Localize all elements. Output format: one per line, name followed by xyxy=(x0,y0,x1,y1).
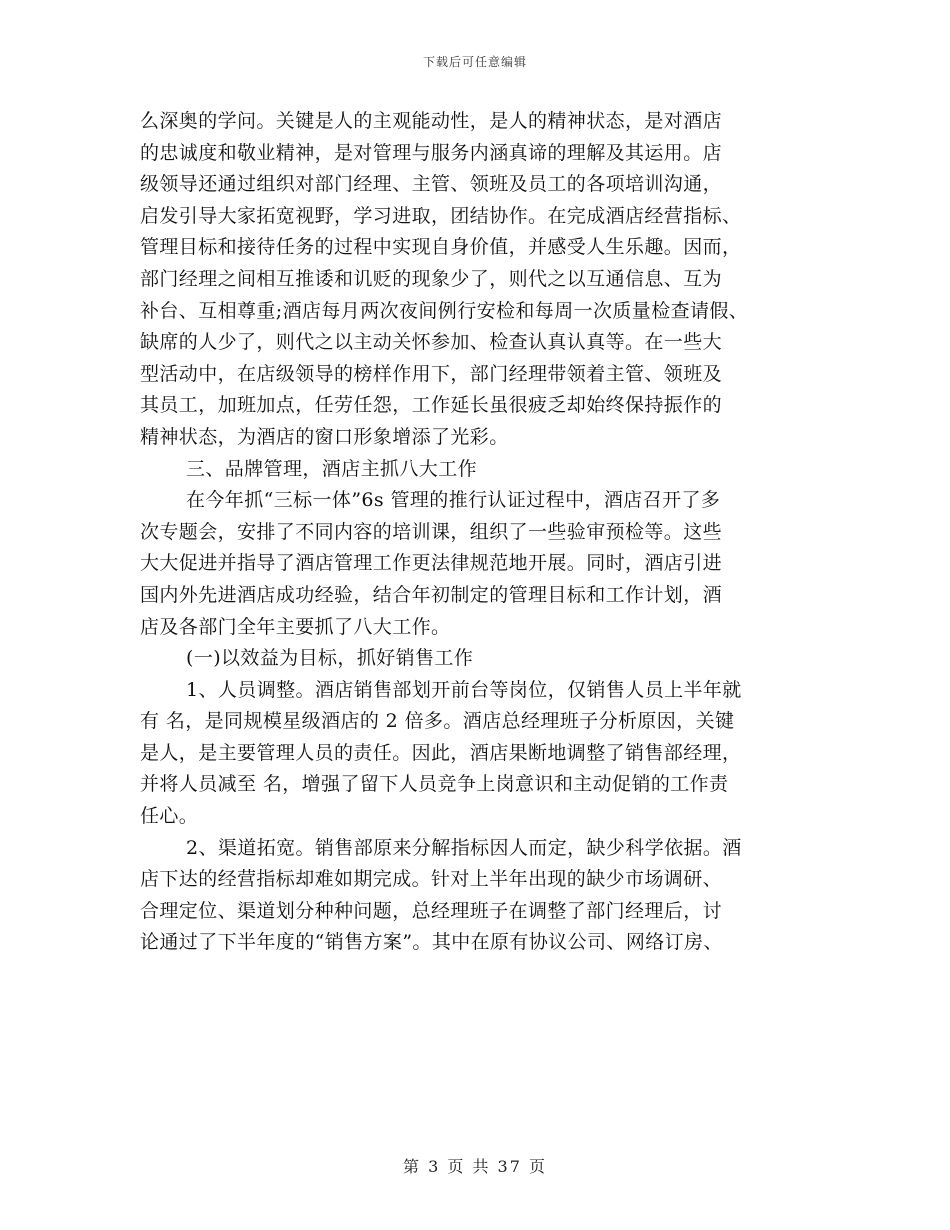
text-line: 精神状态，为酒店的窗口形象增添了光彩。 xyxy=(140,425,509,448)
text-line: 缺席的人少了，则代之以主动关怀参加、检查认真认真等。在一些大 xyxy=(140,331,723,354)
text-line: 国内外先进酒店成功经验，结合年初制定的管理目标和工作计划，酒 xyxy=(140,583,723,606)
text-line: 是人，是主要管理人员的责任。因此，酒店果断地调整了销售部经理， xyxy=(140,741,742,764)
text-line: 管理目标和接待任务的过程中实现自身价值，并感受人生乐趣。因而， xyxy=(140,236,742,259)
subsection-heading: (一)以效益为目标，抓好销售工作 xyxy=(186,647,474,670)
text-line: 有 名，是同规模星级酒店的 2 倍多。酒店总经理班子分析原因，关键 xyxy=(140,710,735,733)
text-line: 级领导还通过组织对部门经理、主管、领班及员工的各项培训沟通， xyxy=(140,173,723,196)
text-line: 店下达的经营指标却难如期完成。针对上半年出现的缺少市场调研、 xyxy=(140,868,723,891)
text-line: 论通过了下半年度的“销售方案”。其中在原有协议公司、网络订房、 xyxy=(140,931,723,954)
text-line: 并将人员减至 名，增强了留下人员竞争上岗意识和主动促销的工作责 xyxy=(140,773,729,796)
text-line: 1、人员调整。酒店销售部划开前台等岗位，仅销售人员上半年就 xyxy=(186,678,742,701)
text-line: 次专题会，安排了不同内容的培训课，组织了一些验审预检等。这些 xyxy=(140,520,723,543)
text-line: 么深奥的学问。关键是人的主观能动性，是人的精神状态，是对酒店 xyxy=(140,110,723,132)
text-line: 2、渠道拓宽。销售部原来分解指标因人而定，缺少科学依据。酒 xyxy=(186,836,742,859)
section-heading: 三、品牌管理，酒店主抓八大工作 xyxy=(186,457,478,480)
text-line: 合理定位、渠道划分种种问题，总经理班子在调整了部门经理后，讨 xyxy=(140,899,723,922)
page-number: 第 3 页 共 37 页 xyxy=(403,1157,547,1176)
body-text xyxy=(140,106,830,959)
text-line: 的忠诚度和敬业精神，是对管理与服务内涵真谛的理解及其运用。店 xyxy=(140,141,723,164)
text-line: 启发引导大家拓宽视野，学习进取，团结协作。在完成酒店经营指标、 xyxy=(140,204,742,227)
header-note: 下载后可任意编辑 xyxy=(422,55,527,69)
text-line: 部门经理之间相互推诿和讥贬的现象少了，则代之以互通信息、互为 xyxy=(140,267,723,290)
text-line: 任心。 xyxy=(140,805,199,828)
text-line: 店及各部门全年主要抓了八大工作。 xyxy=(140,615,451,638)
text-line: 在今年抓“三标一体”6s 管理的推行认证过程中，酒店召开了多 xyxy=(186,489,721,512)
text-line: 补台、互相尊重;酒店每月两次夜间例行安检和每周一次质量检查请假、 xyxy=(140,299,749,322)
text-line: 型活动中，在店级领导的榜样作用下，部门经理带领着主管、领班及 xyxy=(140,362,723,385)
text-line: 大大促进并指导了酒店管理工作更法律规范地开展。同时，酒店引进 xyxy=(140,552,723,575)
text-line: 其员工，加班加点，任劳任怨，工作延长虽很疲乏却始终保持振作的 xyxy=(140,394,723,417)
